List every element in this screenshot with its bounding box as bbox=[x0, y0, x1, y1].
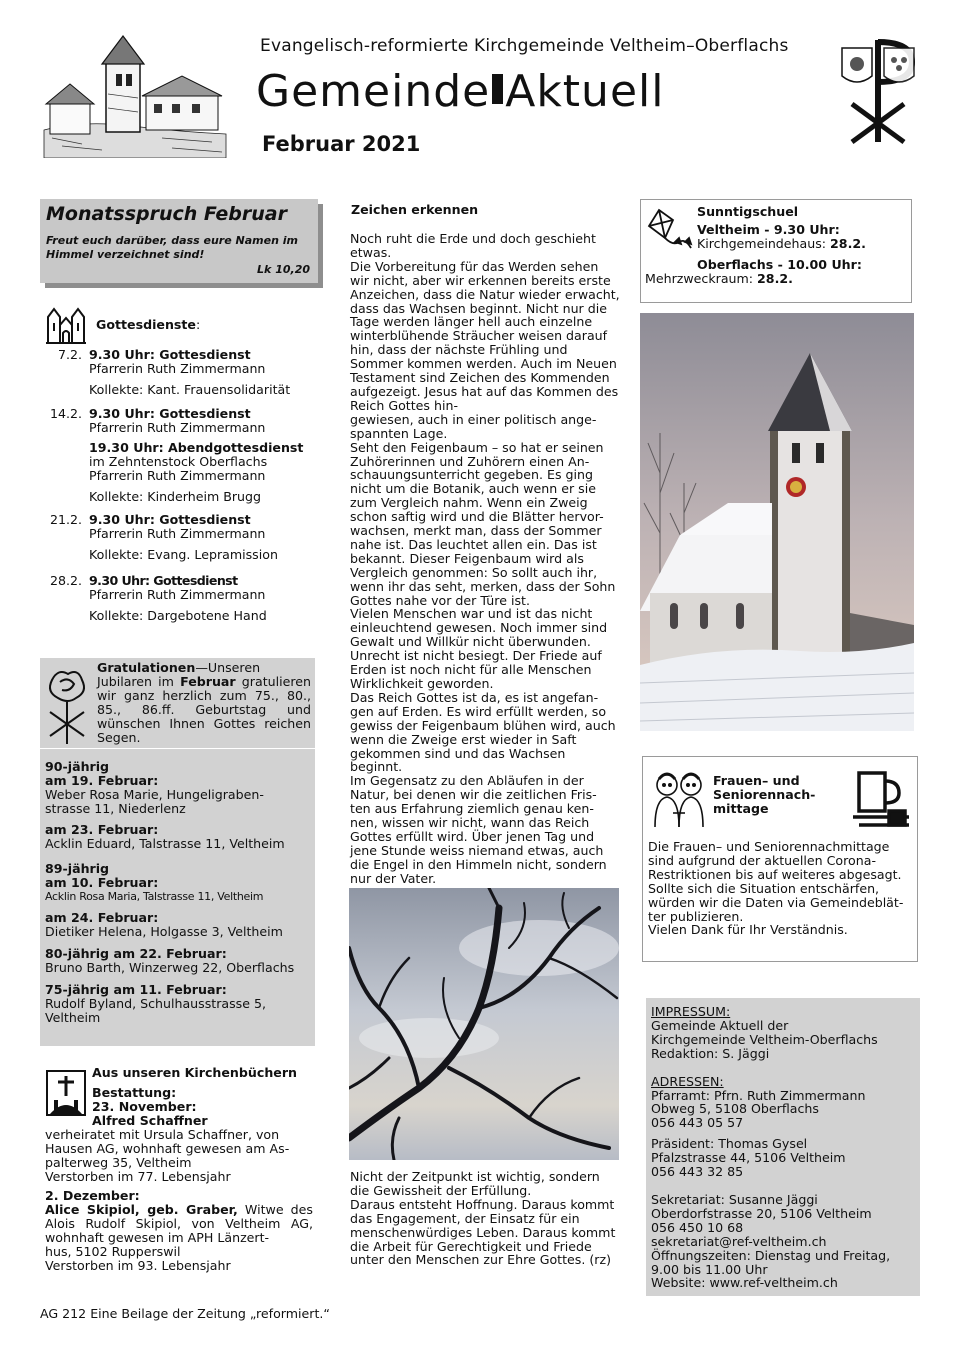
service-entry bbox=[89, 348, 329, 397]
frauen-box bbox=[642, 756, 918, 962]
kirchenbuecher-box bbox=[40, 1062, 315, 1280]
address-sekretariat: Sekretariat: Susanne Jäggi Oberdorfstrasse 20, 5106 Veltheim 056 450 10 68 sekretariat@ref-veltheim.ch Öffnungszeiten: Dienstag und Freitag, 9.00 bis 11.00 Uhr Website: www.ref-veltheim.ch bbox=[651, 1191, 891, 1291]
grave-cross-icon bbox=[46, 1070, 86, 1116]
adressen-heading: ADRESSEN: bbox=[651, 1073, 724, 1089]
jubilar-entry bbox=[45, 983, 311, 1025]
bestattung-heading: Bestattung: 23. November: Alfred Schaffner bbox=[92, 1085, 208, 1128]
service-kollekte: Kollekte: Kinderheim Brugg bbox=[89, 488, 262, 504]
gottesdienste-heading: Gottesdienste: bbox=[96, 317, 201, 332]
article-body: Noch ruht die Erde und doch geschieht etwas. Die Vorbereitung für das Werden sehen wir nicht, aber wir erkennen bereits erste Anzeichen, dass die Natur wieder erwacht, dass das Wachsen beginnt. Nicht nur die Tage werden länger hell auch einzelne winterblühende Sträucher weisen darauf hin, dass der nächste Frühling und Sommer kommen werden. Auch im Neuen Testament sind Zeichen des Kommenden aufgezeigt. Jesus hat auf das Kommen des Reich Gottes hin- gewiesen, auch in einer politisch ange- spannten Lage. Seht den Feigenbaum – so hat er seinen Zuhörerinnen und Zuhörern einen An- schauungsunterricht gegeben. Es ging nicht um die Botanik, auch wenn er sie zum Vergleich nahm. Wenn ein Zweig schon saftig wird und die Blätter hervor- wachsen, merkt man, dass der Sommer nahe ist. Das leuchtet allen ein. Das ist bekannt. Dieser Feigenbaum wird als Vergleich genommen: So sollt auch ihr, wenn ihr das seht, merken, dass der Sohn Gottes nahe vor der Türe ist. Vielen Menschen war und ist das nicht einleuchtend gewesen. Noch immer sind Gewalt und Willkür nicht überwunden. Unrecht ist nicht besiegt. Der Friede auf Erden ist noch nicht für alle Menschen Wirklichkeit geworden. Das Reich Gottes ist da, es ist angefan- gen auf Erden. Es wird erfüllt werden, so gewiss der Feigenbaum blühen wird, auch wenn die Zweige erst wieder in Saft gekommen sind und das Wachsen beginnt. Im Gegensatz zu den Abläufen in der Natur, bei denen wir die zeitlichen Fris- ten aus Erfahrung ziemlich genau ken- nen, wissen wir nicht, wann das Reich Gottes erfüllt wird. Über jenen Tag und jene Stunde weiss niemand etwas, auch die Engel in den Himmeln nicht, sondern nur der Vater. bbox=[350, 231, 620, 886]
title-separator bbox=[492, 74, 503, 104]
parish-emblem-icon bbox=[838, 34, 918, 146]
church-winter-photo bbox=[640, 313, 914, 731]
jubilar-head: 80-jährig am 22. Februar: bbox=[45, 945, 227, 961]
sunntigschuel-heading: Sunntigschuel bbox=[697, 204, 799, 219]
service-title: 9.30 Uhr: Gottesdienst bbox=[89, 347, 251, 362]
service-date: 21.2. bbox=[49, 512, 82, 527]
jubilar-entry bbox=[45, 823, 311, 851]
impressum-text: Gemeinde Aktuell der Kirchgemeinde Veltheim-Oberflachs Redaktion: S. Jäggi bbox=[651, 1017, 878, 1061]
service-date: 7.2. bbox=[57, 347, 82, 362]
service-entry bbox=[89, 513, 329, 562]
title-part-1: Gemeinde bbox=[256, 66, 491, 117]
parish-name: Evangelisch-reformierte Kirchgemeinde Veltheim–Oberflachs bbox=[260, 36, 789, 56]
bestattung-text: verheiratet mit Ursula Schaffner, von Hausen AG, wohnhaft gewesen am As- palterweg 35, Veltheim Verstorben im 77. Lebensjahr bbox=[45, 1127, 290, 1184]
service-place: im Zehntenstock Oberflachs bbox=[89, 453, 268, 469]
service-pastor: Pfarrerin Ruth Zimmermann bbox=[89, 360, 266, 376]
jubilar-entry bbox=[45, 947, 311, 975]
jubilar-head: 75-jährig am 11. Februar: bbox=[45, 981, 227, 997]
rose-icon bbox=[44, 666, 90, 746]
monatsspruch-title: Monatsspruch Februar bbox=[46, 203, 287, 225]
village-church-drawing bbox=[42, 34, 228, 158]
gratulationen-box bbox=[40, 658, 315, 1046]
jubilar-head: am 24. Februar: bbox=[45, 910, 159, 926]
jubilar-text: Acklin Eduard, Talstrasse 11, Veltheim bbox=[45, 835, 285, 851]
impressum-heading: IMPRESSUM: bbox=[651, 1004, 731, 1019]
bestattung-entry bbox=[45, 1189, 313, 1272]
service-title: 19.30 Uhr: Abendgottesdienst bbox=[89, 440, 304, 455]
monatsspruch-box bbox=[40, 199, 318, 283]
kirchenbuecher-heading: Aus unseren Kirchenbüchern bbox=[92, 1065, 298, 1080]
article-closing: Nicht der Zeitpunkt ist wichtig, sondern die Gewissheit der Erfüllung. Daraus entsteht Hoffnung. Daraus kommt das Engagement, der Einsatz für ein menschenwürdiges Leben. Daraus kommt die Arbeit für Gerechtigkeit und Friede unter den Menschen zur Ehre Gottes. (rz) bbox=[350, 1169, 616, 1268]
service-kollekte: Kollekte: Kant. Frauensolidarität bbox=[89, 381, 291, 397]
address-pfarramt: Pfarramt: Pfrn. Ruth Zimmermann Obweg 5, 5108 Oberflachs 056 443 05 57 bbox=[651, 1087, 866, 1131]
kite-icon bbox=[645, 208, 693, 256]
church-icon bbox=[44, 305, 88, 345]
service-title: 9.30 Uhr: Gottesdienst bbox=[89, 573, 238, 588]
issue-date: Februar 2021 bbox=[262, 132, 421, 156]
service-entry bbox=[89, 574, 329, 623]
service-pastor: Pfarrerin Ruth Zimmermann bbox=[89, 419, 266, 435]
jubilar-text: Bruno Barth, Winzerweg 22, Oberflachs bbox=[45, 959, 295, 975]
sunntigschuel-time: Veltheim - 9.30 Uhr: bbox=[697, 222, 840, 237]
jubilar-head: 90-jährig am 19. Februar: bbox=[45, 759, 159, 788]
sunntigschuel-place: Mehrzweckraum: 28.2. bbox=[645, 271, 793, 286]
impressum-content bbox=[651, 1005, 917, 1290]
service-date: 14.2. bbox=[49, 406, 82, 421]
gratulationen-intro: Gratulationen—Unseren Jubilaren im Februar gratulieren wir ganz herzlich zum 75., 80., 85., 86.ff. Geburtstag und wünschen Ihnen Gottes reichen Segen. bbox=[97, 660, 311, 745]
bare-branches-photo bbox=[349, 888, 619, 1160]
jubilar-text: Dietiker Helena, Holgasse 3, Veltheim bbox=[45, 924, 283, 940]
service-kollekte: Kollekte: Dargebotene Hand bbox=[89, 607, 267, 623]
gratulationen-list bbox=[45, 760, 311, 1025]
address-praesident: Präsident: Thomas Gysel Pfalzstrasse 44, 5106 Veltheim 056 443 32 85 bbox=[651, 1136, 846, 1180]
article-heading: Zeichen erkennen bbox=[351, 202, 479, 217]
monatsspruch-text: Freut euch darüber, dass eure Namen im Himmel verzeichnet sind! bbox=[46, 234, 298, 261]
frauen-text: Die Frauen– und Seniorennachmittage sind aufgrund der aktuellen Corona- Restriktionen bis auf weiteres abgesagt. Sollte sich die Situation entschärfen, würden wir die Daten via Gemeindeblät- ter publizieren. Vielen Dank für Ihr Verständnis. bbox=[648, 839, 904, 938]
coffee-pot-icon bbox=[849, 767, 913, 831]
service-date: 28.2. bbox=[49, 573, 82, 588]
service-title: 9.30 Uhr: Gottesdienst bbox=[89, 512, 251, 527]
footer-note: AG 212 Eine Beilage der Zeitung „reformiert.“ bbox=[40, 1306, 330, 1321]
service-kollekte: Kollekte: Evang. Lepramission bbox=[89, 546, 278, 562]
jubilar-text: Weber Rosa Marie, Hungeligraben- strasse 11, Niederlenz bbox=[45, 786, 264, 816]
jubilar-text: Acklin Rosa Maria, Talstrasse 11, Veltheim bbox=[45, 890, 264, 904]
divider bbox=[40, 748, 315, 749]
sunntigschuel-place: Kirchgemeindehaus: 28.2. bbox=[697, 236, 866, 251]
service-title: 9.30 Uhr: Gottesdienst bbox=[89, 406, 251, 421]
jubilar-entry bbox=[45, 760, 311, 816]
service-entry bbox=[89, 407, 329, 435]
jubilar-text: Rudolf Byland, Schulhausstrasse 5, Veltheim bbox=[45, 995, 266, 1025]
frauen-heading: Frauen– und Seniorennach- mittage bbox=[713, 773, 816, 816]
monatsspruch-reference: Lk 10,20 bbox=[257, 263, 310, 276]
service-entry bbox=[89, 441, 329, 504]
jubilar-head: am 23. Februar: bbox=[45, 821, 159, 837]
impressum-box bbox=[646, 998, 920, 1296]
service-pastor: Pfarrerin Ruth Zimmermann bbox=[89, 525, 266, 541]
jubilar-entry bbox=[45, 862, 311, 904]
service-pastor: Pfarrerin Ruth Zimmermann bbox=[89, 467, 266, 483]
sunntigschuel-box bbox=[640, 199, 912, 303]
jubilar-entry bbox=[45, 911, 311, 939]
title-part-2: Aktuell bbox=[505, 66, 665, 117]
publication-title bbox=[256, 66, 664, 117]
sunntigschuel-time: Oberflachs - 10.00 Uhr: bbox=[697, 257, 862, 272]
bestattung-date: 2. Dezember: bbox=[45, 1188, 140, 1203]
bestattung-text: Alice Skipiol, geb. Graber, Witwe des Alois Rudolf Skipiol, von Veltheim AG, wohnhaft gewesen im APH Länzert- hus, 5102 Rupperswil Verstorben im 93. Lebensjahr bbox=[45, 1201, 313, 1273]
two-women-icon bbox=[651, 769, 707, 829]
jubilar-head: 89-jährig am 10. Februar: bbox=[45, 861, 159, 891]
service-pastor: Pfarrerin Ruth Zimmermann bbox=[89, 586, 266, 602]
